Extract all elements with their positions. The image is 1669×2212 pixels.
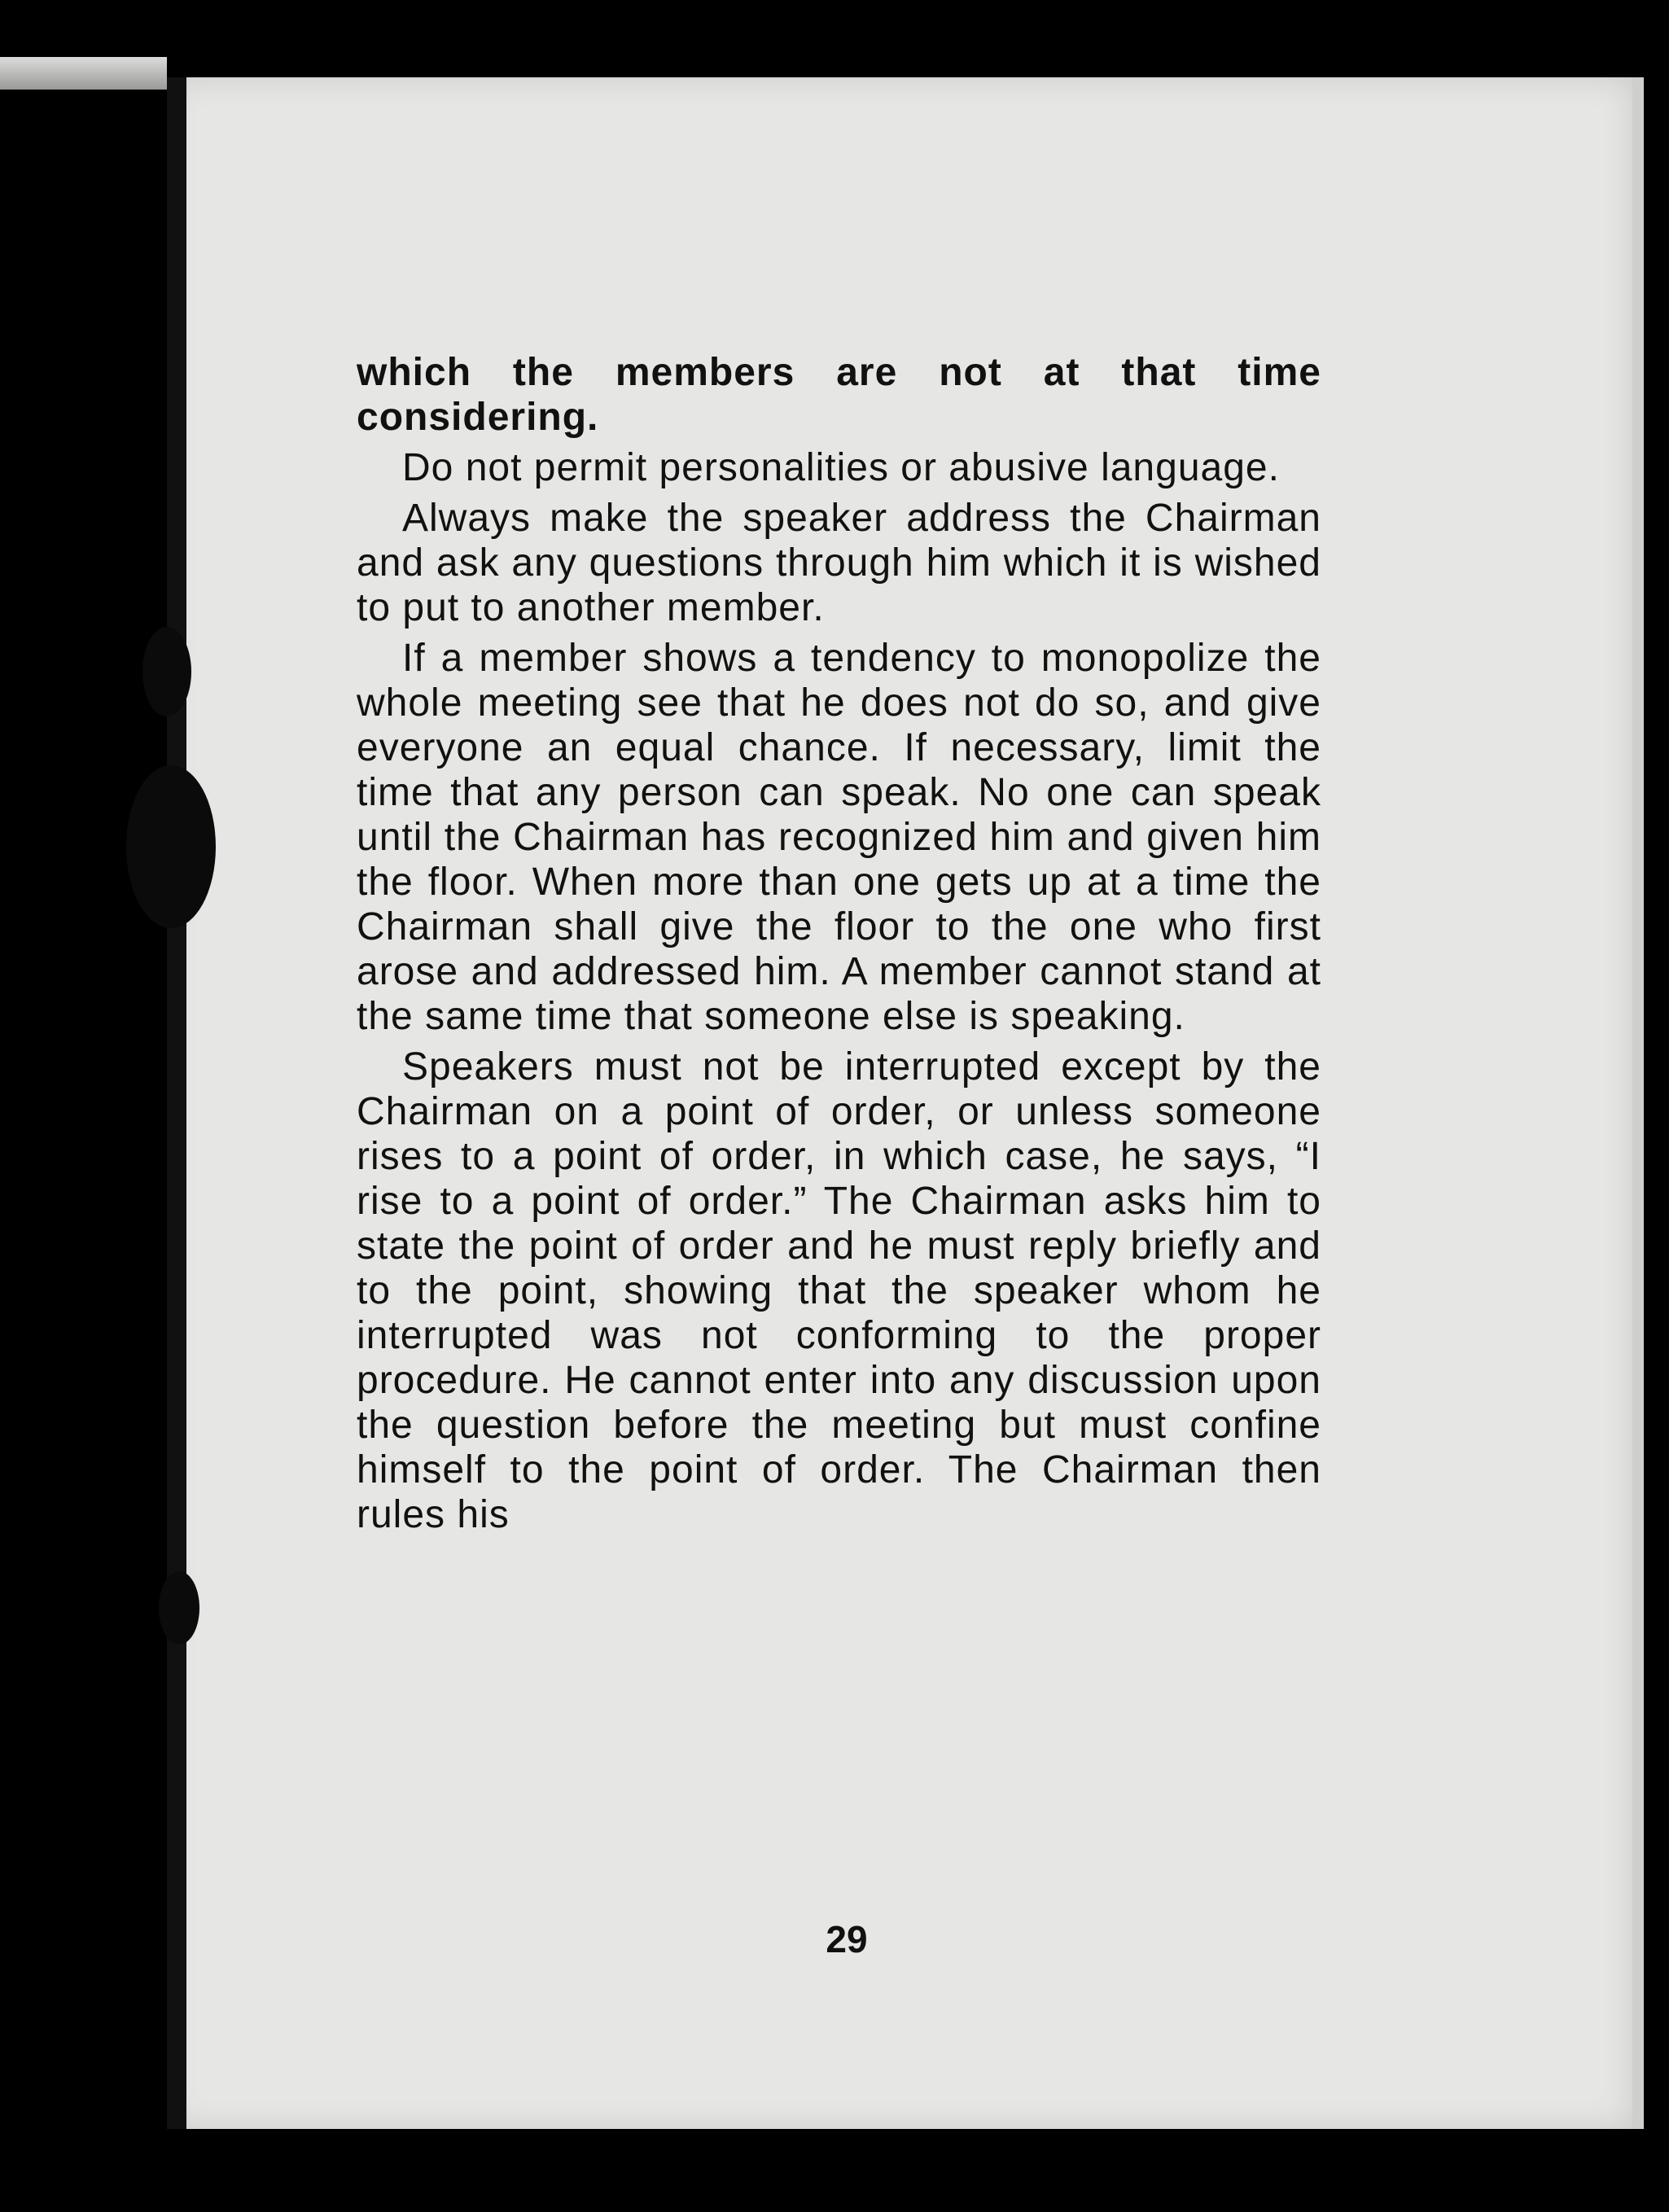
paragraph: If a member shows a tendency to monopolize the whole meeting see that he does not do so, and give everyone an equal chance. If necessary, limit the time that any person can speak. No one can speak until the Chairman has recognized him and given him the floor. When more than one gets up at a time the Chairman shall give the floor to the one who first arose and addressed him. A member cannot stand at the same time that someone else is speaking. — [357, 637, 1321, 1038]
page-text — [357, 350, 1321, 1543]
paragraph: Speakers must not be interrupted except by the Chairman on a point of order, or unless someone rises to a point of order, in which case, he says, “I rise to a point of order.” The Chairman asks him to state the point of order and he must reply briefly and to the point, showing that the speaker whom he interrupted was not conforming to the proper procedure. He cannot enter into any discussion upon the question before the meeting but must confine himself to the point of order. The Chairman then rules his — [357, 1045, 1321, 1536]
page-binding — [167, 77, 186, 2129]
binding-stitch-mark — [159, 1571, 199, 1645]
facing-page-edge — [0, 57, 167, 90]
binding-stitch-mark — [142, 627, 191, 716]
paragraph: Always make the speaker address the Chairman and ask any questions through him which it is wished to put to another member. — [357, 497, 1321, 629]
paragraph: Do not permit personalities or abusive language. — [402, 446, 1280, 489]
paragraph: which the members are not at that time considering. — [357, 351, 1321, 439]
page-number: 29 — [826, 1918, 868, 1960]
binding-stitch-mark — [126, 765, 216, 928]
